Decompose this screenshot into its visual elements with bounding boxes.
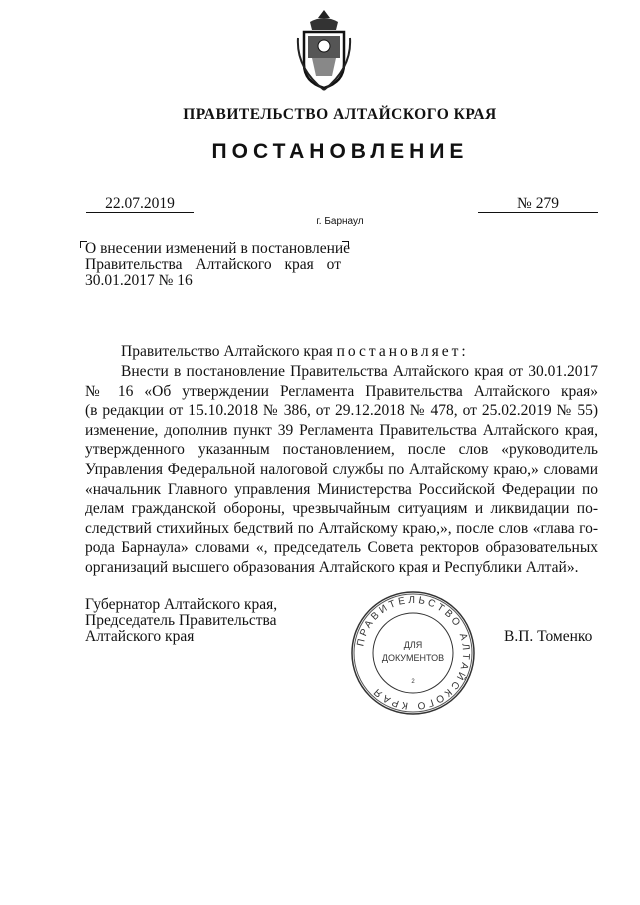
- position-line: Председатель Правительства: [85, 612, 277, 629]
- preamble: [121, 343, 469, 361]
- position-line: Губернатор Алтайского края,: [85, 596, 278, 613]
- seal-center-line: ДОКУМЕНТОВ: [381, 653, 445, 663]
- body-line: № 16 «Об утверждении Регламента Правительства Алтайского края»: [85, 382, 598, 400]
- body-line: (в редакции от 15.10.2018 № 386, от 29.12.2018 № 478, от 25.02.2019 № 55): [85, 402, 598, 420]
- position-line: Алтайского края: [85, 628, 195, 645]
- body-line: Управления Федеральной налоговой службы по Алтайскому краю,» словами: [85, 461, 598, 478]
- body-line: организаций высшего образования Алтайского края и Республики Алтай».: [85, 559, 579, 576]
- city: г. Барнаул: [316, 216, 364, 227]
- organization-name: ПРАВИТЕЛЬСТВО АЛТАЙСКОГО КРАЯ: [183, 106, 497, 123]
- body-line: Внести в постановление Правительства Алтайского края от 30.01.2017: [121, 363, 598, 380]
- title-line: Правительства Алтайского края от: [85, 256, 341, 273]
- document-date: 22.07.2019: [86, 195, 194, 213]
- seal-center-line: ДЛЯ: [403, 640, 423, 650]
- seal-number: 2: [411, 679, 415, 685]
- preamble-verb: постановляет:: [336, 343, 469, 360]
- signatory-name: В.П. Томенко: [504, 628, 593, 645]
- signatory-position: [85, 597, 277, 645]
- body-line: изменение, дополнив пункт 39 Регламента Правительства Алтайского края,: [85, 421, 598, 439]
- document-number: № 279: [478, 195, 598, 213]
- body-line: рода Барнаула» словами «, председатель Совета ректоров образовательных: [85, 539, 598, 557]
- official-seal: [350, 590, 476, 716]
- body-line: следствий стихийных бедствий по Алтайскому краю,», после слов «глава го-: [85, 519, 598, 537]
- body-line: утвержденного указанным постановлением, после слов «руководитель: [85, 441, 598, 459]
- seal-ring-text: ПРАВИТЕЛЬСТВО АЛТАЙСКОГО КРАЯ: [355, 594, 472, 712]
- preamble-text: Правительство Алтайского края: [121, 343, 333, 360]
- coat-of-arms-emblem: [296, 8, 352, 92]
- body-line: делам гражданской обороны, чрезвычайным ситуациям и ликвидации по-: [85, 500, 598, 518]
- body-line: «начальник Главного управления Министерства Российской Федерации по: [85, 480, 598, 498]
- title-line: 30.01.2017 № 16: [85, 272, 193, 289]
- title-line: О внесении изменений в постановление: [85, 240, 351, 257]
- document-type: ПОСТАНОВЛЕНИЕ: [211, 140, 469, 163]
